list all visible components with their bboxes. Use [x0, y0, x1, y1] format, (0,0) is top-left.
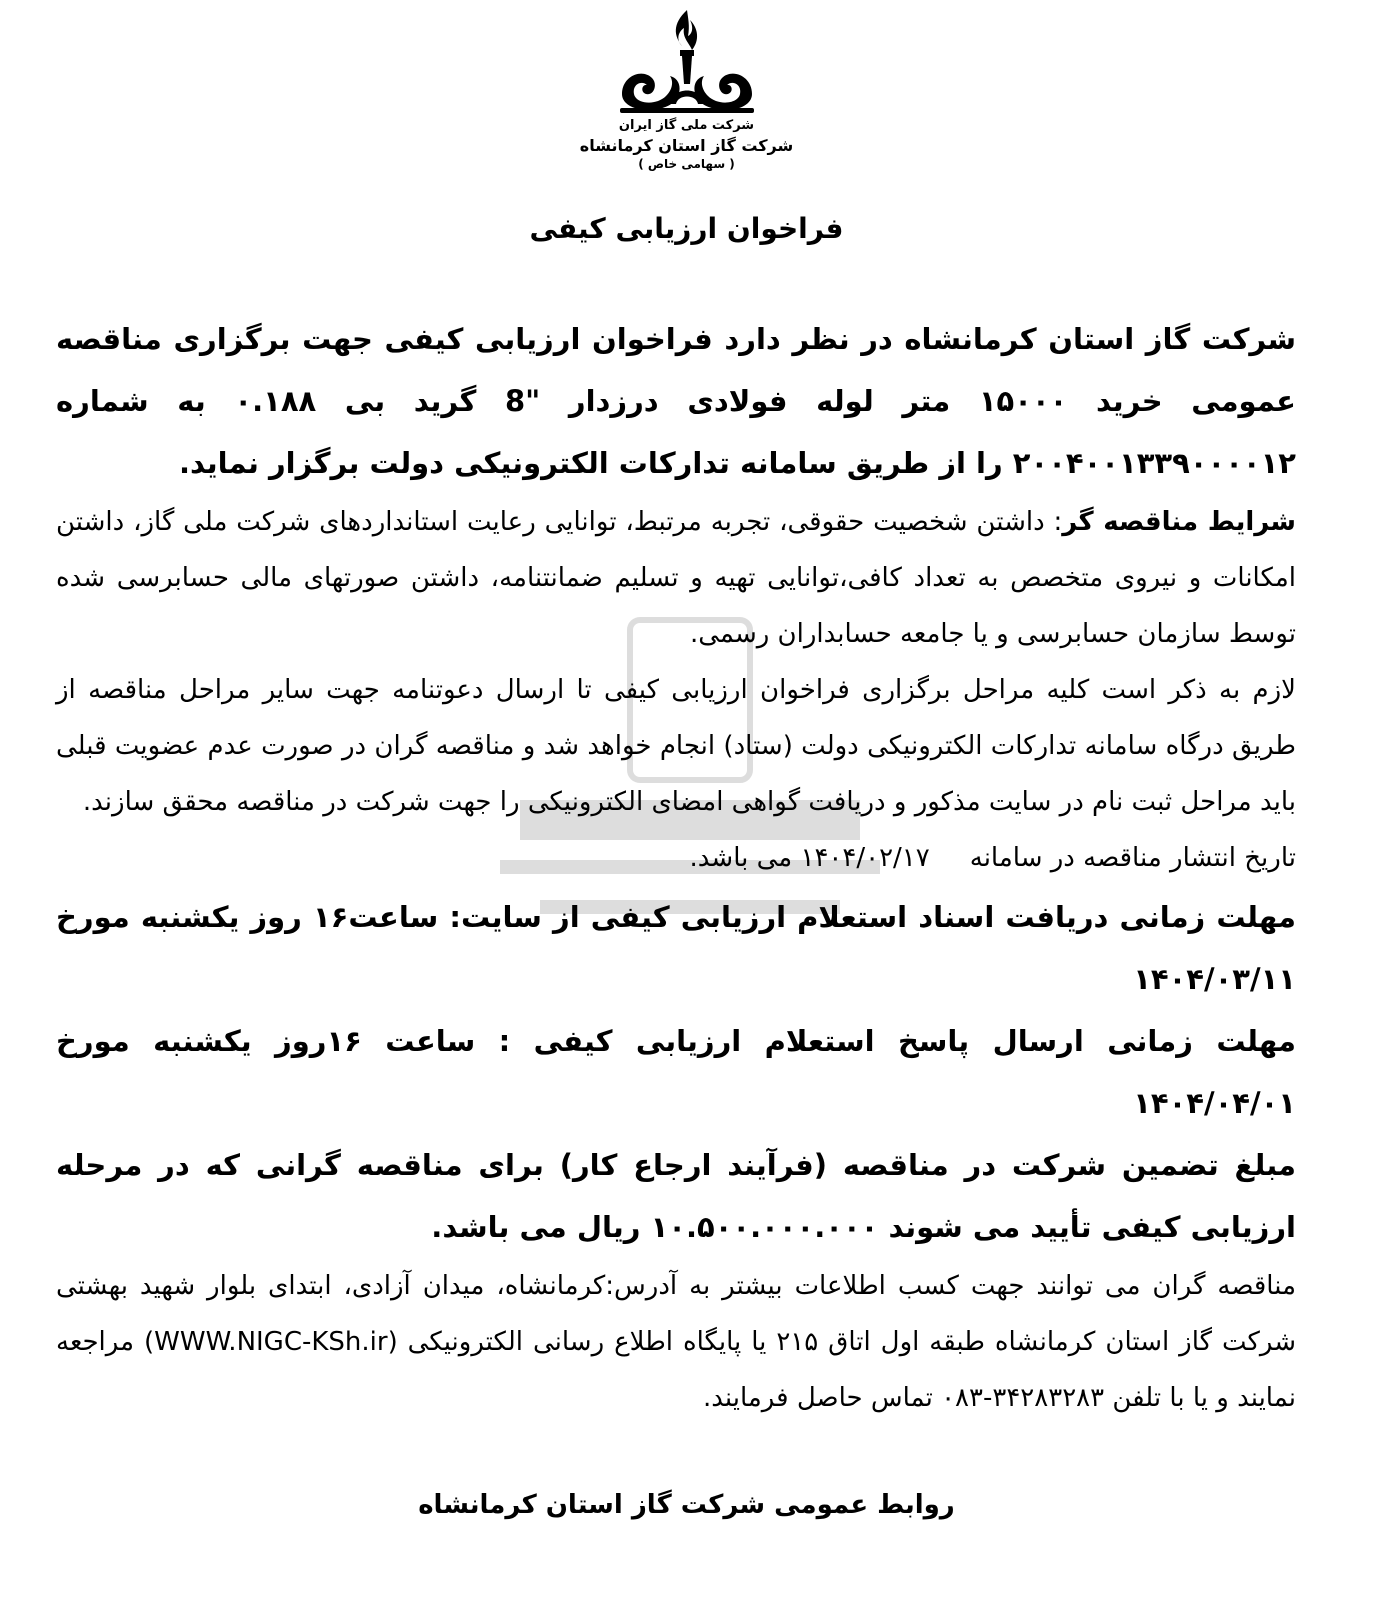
- guarantee-paragraph: مبلغ تضمین شرکت در مناقصه (فرآیند ارجاع کار) برای مناقصه گرانی که در مرحله ارزیابی کیفی تأیید می شوند ۱۰.۵۰۰.۰۰۰.۰۰۰ ریال می باشد.: [56, 1148, 1296, 1244]
- deadline-receive-paragraph: مهلت زمانی دریافت اسناد استعلام ارزیابی کیفی از سایت: ساعت۱۶ روز یکشنبه مورخ ۱۴۰۴/۰۳/۱۱: [56, 900, 1296, 996]
- footer-signature: روابط عمومی شرکت گاز استان کرمانشاه: [418, 1490, 955, 1520]
- nigc-flame-logo-icon: [612, 6, 762, 116]
- org-type: ( سهامی خاص ): [638, 156, 735, 171]
- publish-label: تاریخ انتشار مناقصه در سامانه: [969, 843, 1296, 873]
- contact-paragraph: [56, 1258, 1296, 1426]
- intro-paragraph: شرکت گاز استان کرمانشاه در نظر دارد فراخوان ارزیابی کیفی جهت برگزاری مناقصه عمومی خرید ۱۵۰۰۰ متر لوله فولادی درزدار "8 گرید بی ۰.۱۸۸ به شماره ۲۰۰۴۰۰۱۳۳۹۰۰۰۰۱۲ را از طریق سامانه تدارکات الکترونیکی دولت برگزار نماید.: [56, 322, 1296, 480]
- conditions-label: شرایط مناقصه گر: [1062, 507, 1296, 537]
- publish-date-line: [56, 830, 1296, 886]
- document-title: فراخوان ارزیابی کیفی: [529, 212, 844, 245]
- notice-paragraph: لازم به ذکر است کلیه مراحل برگزاری فراخوان ارزیابی کیفی تا ارسال دعوتنامه جهت سایر مراحل مناقصه از طریق درگاه سامانه تدارکات الکترونیکی دولت (ستاد) انجام خواهد شد و مناقصه گران در صورت عدم عضویت قبلی باید مراحل ثبت نام در سایت مذکور و دریافت گواهی امضای الکترونیکی را جهت شرکت در مناقصه محقق سازند.: [56, 675, 1296, 817]
- contact-tail: مراجعه نمایند و یا با تلفن ۳۴۲۸۳۲۸۳-۰۸۳ تماس حاصل فرمایند.: [56, 1327, 1296, 1413]
- deadline-send-paragraph: مهلت زمانی ارسال پاسخ استعلام ارزیابی کیفی : ساعت ۱۶روز یکشنبه مورخ ۱۴۰۴/۰۴/۰۱: [56, 1024, 1296, 1120]
- publish-date: ۱۴۰۴/۰۲/۱۷: [800, 843, 930, 873]
- org-name-company: شرکت گاز استان کرمانشاه: [579, 135, 794, 155]
- publish-suffix: می باشد.: [689, 843, 793, 873]
- contact-url: (WWW.NIGC-KSh.ir): [144, 1327, 398, 1357]
- conditions-text: : داشتن شخصیت حقوقی، تجربه مرتبط، توانایی رعایت استانداردهای شرکت ملی گاز، داشتن امکانات و نیروی متخصص به تعداد کافی،توانایی تهیه و تسلیم ضمانتنامه، داشتن صورتهای مالی حسابرسی شده توسط سازمان حسابرسی و یا جامعه حسابداران رسمی.: [56, 507, 1296, 649]
- header-logo-block: [0, 6, 1373, 171]
- org-name-parent: شرکت ملی گاز ایران: [618, 118, 755, 133]
- contact-text: مناقصه گران می توانند جهت کسب اطلاعات بیشتر به آدرس:کرمانشاه، میدان آزادی، ابتدای بلوار شهید بهشتی شرکت گاز استان کرمانشاه طبقه اول اتاق ۲۱۵ یا پایگاه اطلاع رسانی الکترونیکی: [56, 1271, 1297, 1357]
- document-body: [56, 308, 1296, 1426]
- conditions-paragraph: [56, 494, 1296, 662]
